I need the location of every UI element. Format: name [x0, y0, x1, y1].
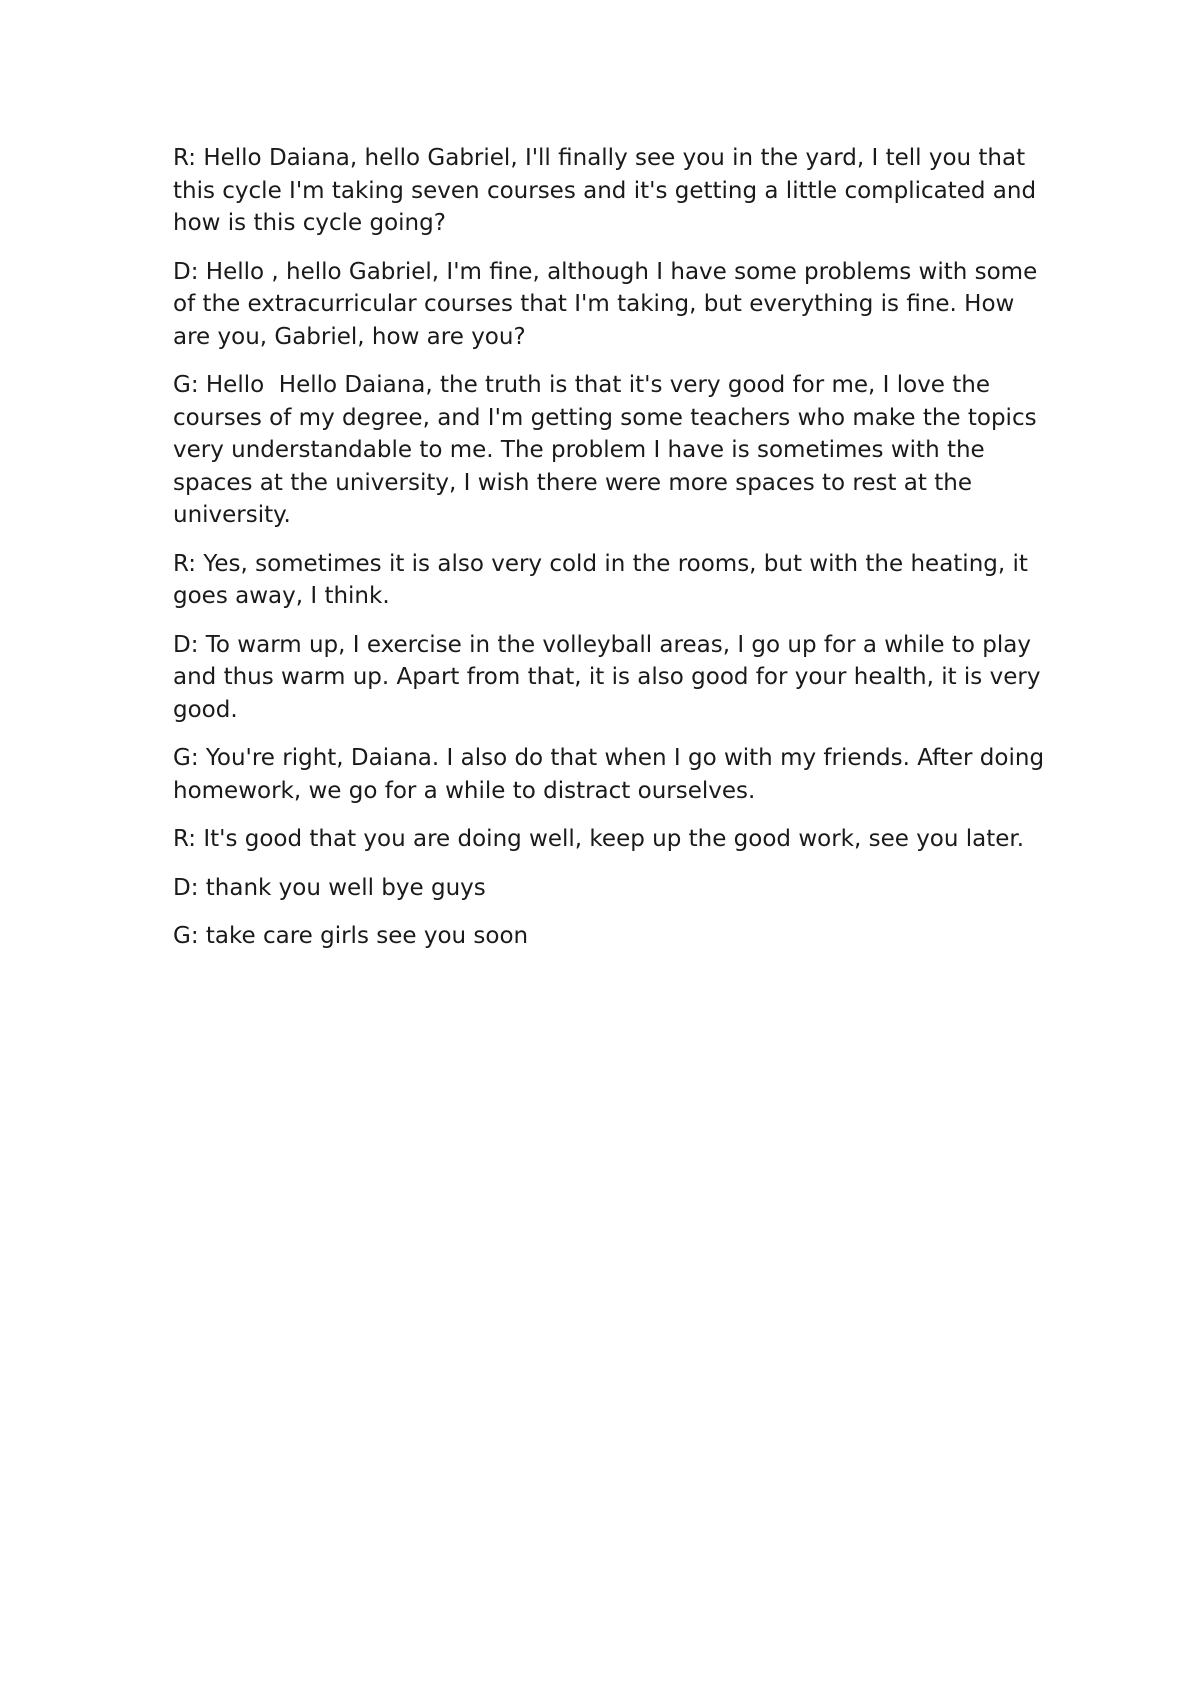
dialogue-paragraph: R: It's good that you are doing well, keep up the good work, see you later.	[173, 826, 1025, 852]
dialogue-paragraph: D: Hello , hello Gabriel, I'm fine, although I have some problems with some of the extracurricular courses that I'm taking, but everything is fine. How are you, Gabriel, how are you?	[173, 258, 1045, 350]
document-body	[173, 142, 1053, 969]
dialogue-paragraph: D: To warm up, I exercise in the volleyball areas, I go up for a while to play and thus warm up. Apart from that, it is also good for your health, it is very good.	[173, 631, 1048, 723]
dialogue-paragraph: R: Yes, sometimes it is also very cold in the rooms, but with the heating, it goes away, I think.	[173, 550, 1036, 609]
dialogue-paragraph: G: You're right, Daiana. I also do that when I go with my friends. After doing homework, we go for a while to distract ourselves.	[173, 745, 1052, 804]
dialogue-paragraph: D: thank you well bye guys	[173, 874, 486, 901]
dialogue-paragraph: R: Hello Daiana, hello Gabriel, I'll finally see you in the yard, I tell you that this cycle I'm taking seven courses and it's getting a little complicated and how is this cycle going?	[173, 145, 1044, 236]
dialogue-paragraph: G: Hello Hello Daiana, the truth is that it's very good for me, I love the courses of my degree, and I'm getting some teachers who make the topics very understandable to me. The problem I have is sometimes with the spaces at the university, I wish there were more spaces to rest at the university.	[173, 372, 1044, 528]
dialogue-paragraph: G: take care girls see you soon	[173, 923, 529, 949]
